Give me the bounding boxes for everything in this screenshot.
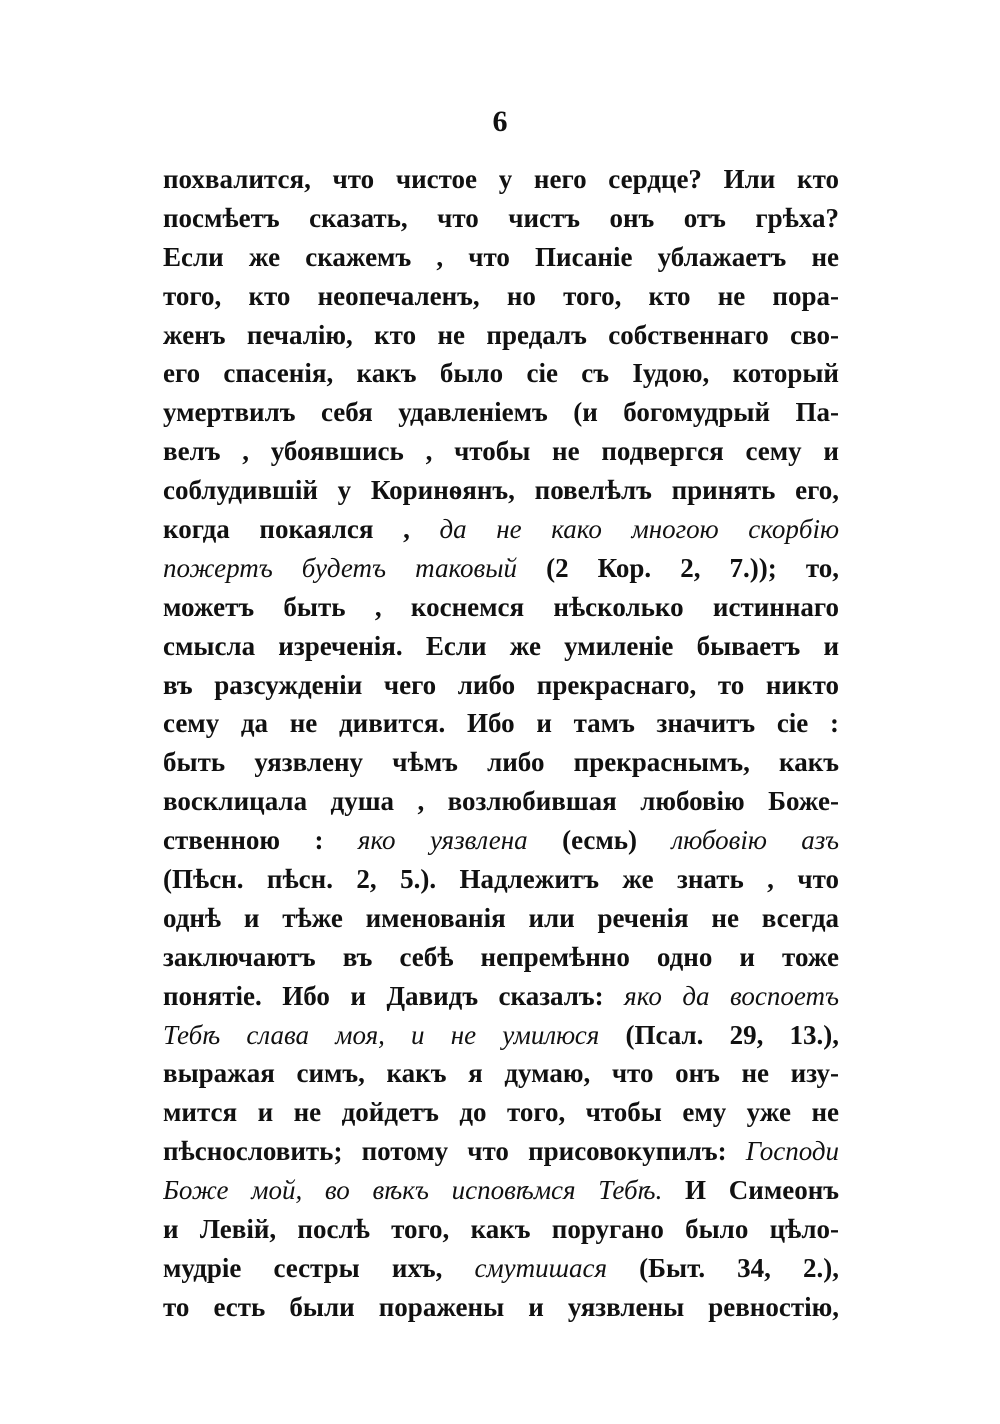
text-line (163, 977, 839, 1016)
italic-quotation: любовію азъ (671, 825, 839, 856)
text-run: восклицала душа , возлюбившая любовію Боже- (163, 786, 839, 817)
text-run: велъ , убоявшись , чтобы не подвергся сему и (163, 436, 839, 467)
text-line (163, 510, 839, 549)
text-run: смысла изреченія. Если же умиленіе бываетъ и (163, 630, 839, 661)
text-line (163, 238, 839, 277)
text-line (163, 588, 839, 627)
text-run: и Левій, послѣ того, какъ поругано было цѣло- (163, 1214, 839, 1245)
text-run: когда покаялся , (163, 514, 440, 545)
text-line (163, 1171, 839, 1210)
text-run: того, кто неопечаленъ, но того, кто не пора- (163, 280, 839, 311)
text-line (163, 743, 839, 782)
text-line (163, 354, 839, 393)
text-run: можетъ быть , коснемся нѣсколько истиннаго (163, 591, 839, 622)
text-line (163, 704, 839, 743)
text-line (163, 821, 839, 860)
italic-quotation: да не како многою скорбію (439, 514, 839, 545)
text-run: однѣ и тѣже именованія или реченія не всегда (163, 902, 839, 933)
text-line (163, 1132, 839, 1171)
text-line (163, 1249, 839, 1288)
text-run: похвалится, что чистое у него сердце? Или кто (163, 164, 839, 194)
text-run: понятіе. Ибо и Давидъ сказалъ: (163, 980, 625, 1011)
text-line (163, 160, 839, 199)
text-run: заключаютъ въ себѣ непремѣнно одно и тоже (163, 941, 839, 972)
text-run: соблудившій у Коринѳянъ, повелѣлъ принять его, (163, 475, 839, 506)
text-line (163, 393, 839, 432)
text-line (163, 1210, 839, 1249)
text-line (163, 316, 839, 355)
text-run: (Быт. 34, 2.), (607, 1252, 839, 1283)
text-line (163, 938, 839, 977)
text-run: ственною : (163, 825, 358, 856)
text-line (163, 1093, 839, 1132)
text-run: умертвилъ себя удавленіемъ (и богомудрый Па- (163, 397, 839, 428)
italic-quotation: Тебѣ слава моя, и не умилюся (163, 1019, 600, 1050)
text-line (163, 277, 839, 316)
text-run: (Псал. 29, 13.), (599, 1019, 839, 1050)
text-run: (Пѣсн. пѣсн. 2, 5.). Надлежитъ же знать , что (163, 864, 839, 895)
text-line (163, 627, 839, 666)
text-run: быть уязвлену чѣмъ либо прекраснымъ, какъ (163, 747, 839, 778)
text-run: въ разсужденіи чего либо прекраснаго, то никто (163, 669, 839, 700)
italic-quotation: Боже мой, во вѣкъ исповѣмся Тебѣ. (163, 1175, 663, 1206)
italic-quotation: яко да воспоетъ (624, 980, 839, 1011)
text-line (163, 549, 839, 588)
text-run: пѣснословить; потому что присовокупилъ: (163, 1136, 746, 1167)
text-line (163, 1016, 839, 1055)
italic-quotation: яко уязвлена (357, 825, 528, 856)
text-line (163, 432, 839, 471)
text-line (163, 899, 839, 938)
text-line (163, 471, 839, 510)
text-line (163, 782, 839, 821)
text-line (163, 860, 839, 899)
page-number: 6 (492, 105, 508, 138)
text-line (163, 1054, 839, 1093)
text-line (163, 1288, 839, 1327)
text-run: Если же скажемъ , что Писаніе ублажаетъ не (163, 241, 839, 272)
italic-quotation: смутишася (474, 1252, 608, 1283)
text-run: И Симеонъ (662, 1175, 839, 1206)
text-run: его спасенія, какъ было сіе съ Іудою, который (163, 358, 839, 389)
text-run: выражая симъ, какъ я думаю, что онъ не изу- (163, 1058, 839, 1089)
text-run: сему да не дивится. Ибо и тамъ значитъ сіе : (163, 708, 839, 739)
text-run: (2 Кор. 2, 7.)); то, (517, 552, 839, 583)
body-text (163, 160, 839, 1327)
text-line (163, 199, 839, 238)
text-run: посмѣетъ сказать, что чистъ онъ отъ грѣха? (163, 202, 839, 233)
text-run: мится и не дойдетъ до того, чтобы ему уже не (163, 1097, 839, 1128)
italic-quotation: Господи (745, 1136, 839, 1167)
text-run: мудріе сестры ихъ, (163, 1252, 475, 1283)
text-run: (есмь) (527, 825, 672, 856)
text-run: то есть были поражены и уязвлены ревностію, (163, 1291, 839, 1322)
text-run: женъ печалію, кто не предалъ собственнаго сво- (163, 319, 839, 350)
italic-quotation: пожертъ будетъ таковый (163, 552, 518, 583)
text-line (163, 666, 839, 705)
